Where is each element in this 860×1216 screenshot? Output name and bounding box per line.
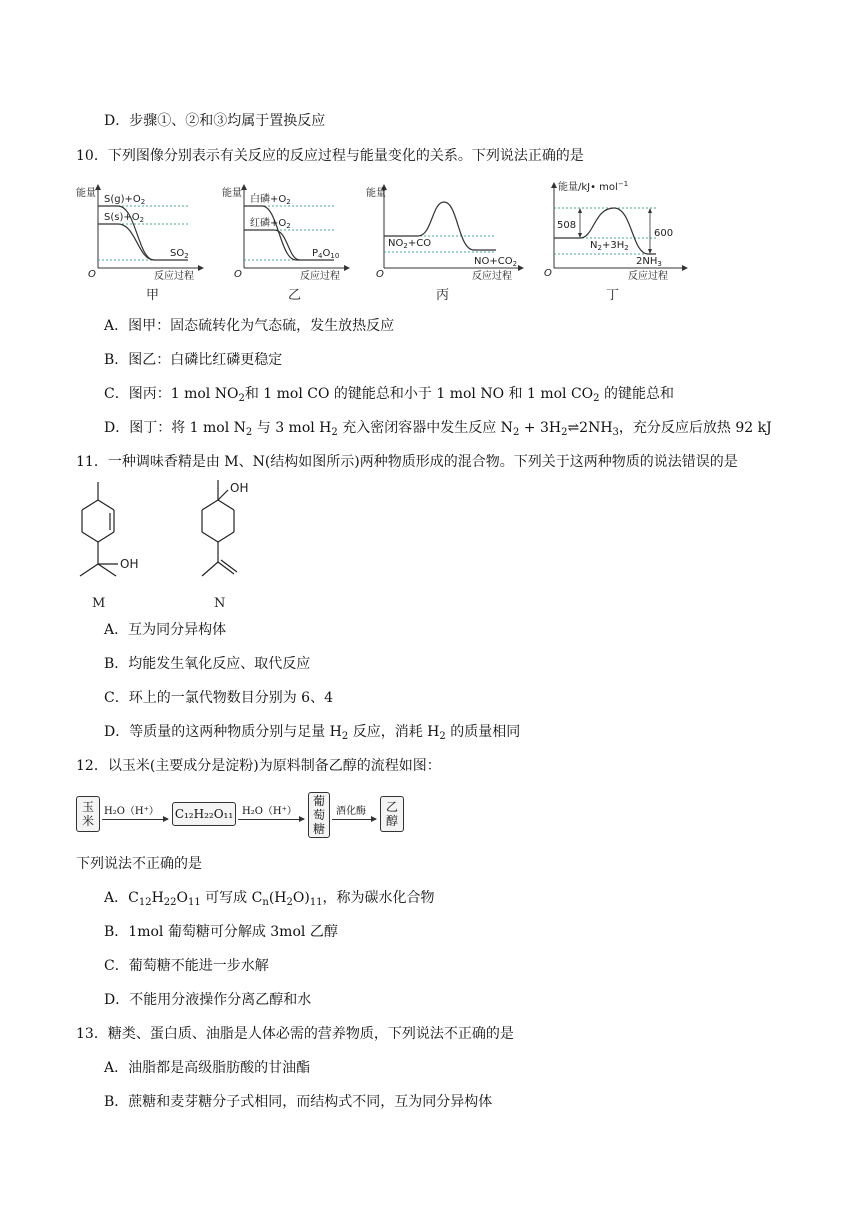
chart-b-ylabel: 能量 bbox=[222, 188, 242, 199]
svg-text:2NH3: $2NH_3$ bbox=[636, 256, 662, 268]
q10-stem: 10．下列图像分别表示有关反应的反应过程与能量变化的关系。下列说法正确的是 bbox=[76, 148, 584, 164]
chart-b-upper: 白磷+O bbox=[250, 194, 287, 205]
q11-option-d: D．等质量的这两种物质分别与足量 $H_2$ 反应，消耗 $H_2$ 的质量相同 bbox=[104, 724, 521, 742]
q12-option-c: C．葡萄糖不能进一步水解 bbox=[104, 958, 269, 974]
chart-b-lower: 红磷+O bbox=[250, 218, 287, 229]
q12-option-d: D．不能用分液操作分离乙醇和水 bbox=[104, 992, 312, 1008]
chart-c-origin: O bbox=[376, 269, 384, 280]
chart-d-xlabel: 反应过程 bbox=[628, 271, 668, 280]
q11-option-a: A．互为同分异构体 bbox=[104, 622, 227, 638]
q13-stem: 13．糖类、蛋白质、油脂是人体必需的营养物质，下列说法不正确的是 bbox=[76, 1026, 514, 1042]
chart-b-xlabel: 反应过程 bbox=[300, 271, 340, 280]
q13-option-b: B．蔗糖和麦芽糖分子式相同，而结构式不同，互为同分异构体 bbox=[104, 1094, 493, 1110]
flow-box-ethanol: 乙醇 bbox=[380, 796, 404, 832]
energy-chart-a bbox=[76, 180, 206, 280]
flow-arrow3 bbox=[332, 819, 376, 820]
svg-text:红磷+O2: 红磷$+O_2$ bbox=[250, 218, 291, 230]
energy-chart-b bbox=[222, 180, 352, 280]
energy-chart-c bbox=[366, 180, 526, 280]
q10-option-d: D．图丁：将 1 mol $N_2$ 与 3 mol $H_2$ 充入密闭容器中发生反应 $N_2$ + $3H_2\rightleftharpoons 2NH_3$，充分反应后放热 92 kJ bbox=[104, 420, 772, 438]
q9-option-d: D．步骤①、②和③均属于置换反应 bbox=[104, 113, 326, 129]
flow-arrow1-label: H₂O（H⁺） bbox=[104, 806, 159, 817]
chart-c-caption: 丙 bbox=[436, 288, 450, 303]
svg-text:白磷+O2: 白磷$+O_2$ bbox=[250, 194, 291, 206]
q11-option-c: C．环上的一氯代物数目分别为 6、4 bbox=[104, 690, 333, 706]
q12-prompt: 下列说法不正确的是 bbox=[76, 856, 202, 872]
chart-c-ylabel: 能量 bbox=[366, 188, 386, 199]
flow-box-corn: 玉米 bbox=[76, 796, 100, 832]
chart-d-origin: O bbox=[544, 268, 552, 279]
chart-b-product: P bbox=[312, 248, 319, 259]
flow-box-glucose: 葡萄糖 bbox=[308, 792, 330, 838]
energy-chart-d bbox=[544, 178, 694, 280]
chart-a-origin: O bbox=[88, 269, 96, 280]
svg-text:N2+3H2: $N_2+3H_2$ bbox=[590, 240, 629, 252]
chart-c-product: NO+CO bbox=[474, 256, 513, 267]
chart-a-upper: S(g)+O bbox=[104, 194, 141, 205]
flow-arrow2 bbox=[238, 819, 304, 820]
molecule-m bbox=[66, 476, 156, 588]
chart-a-xlabel: 反应过程 bbox=[154, 271, 194, 280]
q10-option-c: C．图丙：1 mol $NO_2$和 1 mol CO 的键能总和小于 1 mol NO 和 1 mol $CO_2$ 的键能总和 bbox=[104, 386, 674, 404]
chart-a-caption: 甲 bbox=[146, 288, 160, 303]
molecule-m-label: M bbox=[92, 596, 106, 611]
flow-arrow3-label: 酒化酶 bbox=[336, 806, 366, 817]
flow-box-disaccharide: C₁₂H₂₂O₁₁ bbox=[172, 802, 236, 826]
chart-c-xlabel: 反应过程 bbox=[472, 271, 512, 280]
svg-text:P4O10: $P_4O_{10}$ bbox=[312, 248, 340, 260]
chart-b-origin: O bbox=[234, 269, 242, 280]
molecule-n-oh: OH bbox=[230, 481, 249, 495]
chart-a-product: SO bbox=[170, 248, 185, 259]
svg-text:S(s)+O2: $S(s)+O_2$ bbox=[104, 212, 145, 224]
svg-text:S(g)+O2: $S(g)+O_2$ bbox=[104, 194, 146, 206]
q13-option-a: A．油脂都是高级脂肪酸的甘油酯 bbox=[104, 1060, 311, 1076]
q10-option-b: B．图乙：白磷比红磷更稳定 bbox=[104, 352, 283, 368]
chart-b-caption: 乙 bbox=[288, 288, 302, 303]
svg-text:能量/kJ• mol−1: 能量/kJ• mol$^{-1}$ bbox=[558, 180, 629, 193]
svg-text:SO2: $SO_2$ bbox=[170, 248, 189, 260]
q11-option-b: B．均能发生氧化反应、取代反应 bbox=[104, 656, 311, 672]
chart-d-reactant: N bbox=[590, 240, 598, 251]
molecule-m-oh: OH bbox=[120, 557, 139, 571]
svg-text:NO2+CO: $NO_2+CO$ bbox=[388, 238, 432, 250]
q12-flowchart bbox=[76, 792, 406, 836]
q12-option-a: A．$C_{12}H_{22}O_{11}$ 可写成 $C_n(H_2O)_{11}$，称为碳水化合物 bbox=[104, 890, 435, 908]
chart-d-product: 2NH bbox=[636, 256, 658, 267]
chart-c-reactant: NO bbox=[388, 238, 404, 249]
flow-arrow1 bbox=[102, 819, 168, 820]
q12-stem: 12．以玉米(主要成分是淀粉)为原料制备乙醇的流程如图： bbox=[76, 758, 441, 774]
molecule-n bbox=[188, 474, 268, 588]
chart-a-lower: S(s)+O bbox=[104, 212, 140, 223]
svg-text:NO+CO2: $NO+CO_2$ bbox=[474, 256, 518, 268]
q10-option-a: A．图甲：固态硫转化为气态硫，发生放热反应 bbox=[104, 318, 395, 334]
flow-arrow2-label: H₂O（H⁺） bbox=[242, 806, 297, 817]
q12-option-b: B．1mol 葡萄糖可分解成 3mol 乙醇 bbox=[104, 924, 338, 940]
chart-a-ylabel: 能量 bbox=[76, 188, 96, 199]
chart-d-caption: 丁 bbox=[606, 288, 620, 303]
chart-d-value-600: 600 bbox=[654, 228, 674, 239]
molecule-n-label: N bbox=[214, 596, 226, 611]
chart-d-ylabel: 能量/kJ• mol bbox=[558, 182, 618, 193]
chart-d-value-508: 508 bbox=[557, 220, 577, 231]
q11-stem: 11．一种调味香精是由 M、N(结构如图所示)两种物质形成的混合物。下列关于这两种物质的说法错误的是 bbox=[76, 454, 738, 470]
